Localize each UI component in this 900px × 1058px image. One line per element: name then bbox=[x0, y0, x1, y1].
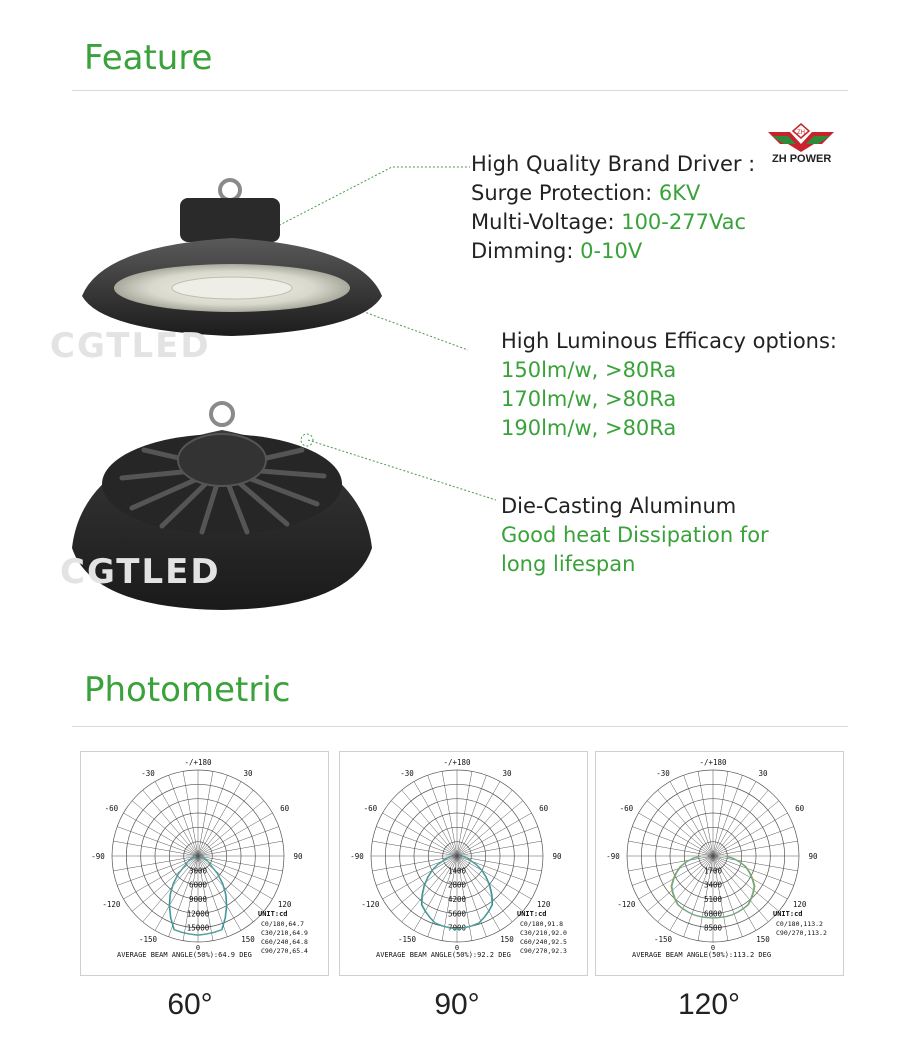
efficacy-heading: High Luminous Efficacy options: bbox=[501, 329, 838, 353]
polar-legend-entry: C60/240,92.5 bbox=[520, 938, 567, 946]
polar-legend-entry: C60/240,64.8 bbox=[261, 938, 308, 946]
beam-angle-label-60: 60° bbox=[167, 988, 213, 1021]
polar-ring-label: 12000 bbox=[186, 909, 210, 919]
dimming-row bbox=[471, 237, 755, 266]
polar-angle-label: 120 bbox=[792, 900, 807, 909]
polar-angle-label: -90 bbox=[606, 852, 620, 861]
polar-ring-label: 15000 bbox=[186, 923, 210, 933]
voltage-label: Multi-Voltage: bbox=[471, 210, 622, 234]
polar-angle-label: 60 bbox=[280, 804, 290, 813]
polar-ring-label: 6800 bbox=[703, 909, 723, 919]
housing-feature-block bbox=[501, 492, 769, 579]
efficacy-option: 170lm/w, >80Ra bbox=[501, 387, 677, 411]
polar-ring-label: 8500 bbox=[703, 923, 723, 933]
polar-legend-entry: C90/270,113.2 bbox=[776, 929, 827, 937]
driver-heading: High Quality Brand Driver : bbox=[471, 152, 756, 176]
photometric-title: Photometric bbox=[84, 670, 291, 710]
polar-angle-label: -120 bbox=[617, 900, 636, 909]
feature-title: Feature bbox=[84, 38, 213, 78]
polar-angle-label: 90 bbox=[808, 852, 818, 861]
polar-angle-label: -150 bbox=[397, 935, 417, 945]
logo-mark: ZH bbox=[797, 130, 805, 136]
photometric-divider bbox=[72, 726, 848, 727]
polar-ring-label: 3400 bbox=[703, 880, 723, 890]
polar-angle-label: 60 bbox=[795, 804, 805, 813]
polar-legend-entry: C0/180,91.8 bbox=[520, 920, 564, 928]
polar-ring-label: 5100 bbox=[703, 895, 723, 904]
polar-angle-label: -90 bbox=[91, 852, 105, 861]
polar-footer: AVERAGE BEAM ANGLE(50%):92.2 DEG bbox=[376, 951, 511, 959]
polar-angle-label: -120 bbox=[361, 900, 380, 909]
polar-angle-label: 150 bbox=[500, 935, 514, 945]
polar-footer: AVERAGE BEAM ANGLE(50%):64.9 DEG bbox=[117, 951, 252, 959]
voltage-value: 100-277Vac bbox=[621, 210, 747, 234]
dimming-label: Dimming: bbox=[471, 239, 581, 263]
polar-angle-label: -150 bbox=[138, 935, 158, 945]
polar-legend-entry: C90/270,65.4 bbox=[261, 947, 308, 955]
surge-label: Surge Protection: bbox=[471, 181, 659, 205]
polar-zero-label: 0 bbox=[454, 944, 460, 952]
polar-top-label: -/+180 bbox=[184, 758, 212, 767]
polar-angle-label: 90 bbox=[552, 852, 562, 861]
polar-chart-120 bbox=[595, 751, 844, 976]
polar-legend-entry: C90/270,92.3 bbox=[520, 947, 567, 955]
watermark-bottom: CGTLED bbox=[60, 552, 221, 592]
housing-line: Good heat Dissipation for bbox=[501, 523, 769, 547]
polar-top-label: -/+180 bbox=[443, 758, 471, 767]
housing-line: long lifespan bbox=[501, 552, 636, 576]
surge-row bbox=[471, 179, 755, 208]
polar-angle-label: 120 bbox=[536, 900, 551, 909]
polar-angle-label: 30 bbox=[243, 768, 253, 778]
polar-ring-label: 5600 bbox=[447, 909, 467, 919]
polar-ring-label: 1400 bbox=[447, 866, 467, 876]
polar-angle-label: 150 bbox=[241, 935, 255, 945]
polar-legend-entry: C0/180,113.2 bbox=[776, 920, 823, 928]
polar-unit-label: UNIT:cd bbox=[258, 910, 288, 918]
polar-angle-label: -30 bbox=[400, 768, 414, 778]
logo-text: ZH POWER bbox=[772, 153, 832, 165]
polar-legend-entry: C0/180,64.7 bbox=[261, 920, 305, 928]
polar-angle-label: -60 bbox=[363, 804, 378, 813]
beam-angle-label-90: 90° bbox=[434, 988, 480, 1021]
voltage-row bbox=[471, 208, 755, 237]
polar-angle-label: -60 bbox=[104, 804, 119, 813]
polar-ring-label: 6000 bbox=[188, 880, 208, 890]
polar-ring-label: 2800 bbox=[447, 880, 467, 890]
housing-heading: Die-Casting Aluminum bbox=[501, 494, 737, 518]
polar-legend-entry: C30/210,64.9 bbox=[261, 929, 308, 937]
polar-angle-label: -90 bbox=[350, 852, 364, 861]
efficacy-option: 190lm/w, >80Ra bbox=[501, 416, 677, 440]
polar-legend-entry: C30/210,92.0 bbox=[520, 929, 567, 937]
dimming-value: 0-10V bbox=[580, 239, 643, 263]
driver-feature-block bbox=[471, 150, 755, 266]
polar-angle-label: 30 bbox=[502, 768, 512, 778]
polar-angle-label: 150 bbox=[756, 935, 770, 945]
polar-angle-label: -150 bbox=[653, 935, 673, 945]
beam-angle-label-120: 120° bbox=[677, 988, 741, 1021]
polar-angle-label: -60 bbox=[619, 804, 634, 813]
polar-ring-label: 4200 bbox=[447, 895, 467, 904]
polar-unit-label: UNIT:cd bbox=[517, 910, 547, 918]
polar-footer: AVERAGE BEAM ANGLE(50%):113.2 DEG bbox=[632, 951, 772, 959]
polar-ring-label: 9000 bbox=[188, 895, 208, 904]
polar-ring-label: 7000 bbox=[447, 923, 467, 933]
polar-ring-label: 1700 bbox=[703, 866, 723, 876]
surge-value: 6KV bbox=[658, 181, 701, 205]
polar-angle-label: -120 bbox=[102, 900, 121, 909]
polar-zero-label: 0 bbox=[195, 944, 201, 952]
watermark-top: CGTLED bbox=[50, 326, 211, 366]
polar-ring-label: 3000 bbox=[188, 866, 208, 876]
polar-zero-label: 0 bbox=[710, 944, 716, 952]
polar-angle-label: 30 bbox=[758, 768, 768, 778]
efficacy-feature-block bbox=[501, 327, 837, 443]
polar-chart-60 bbox=[80, 751, 329, 976]
polar-top-label: -/+180 bbox=[699, 758, 727, 767]
zh-power-logo-icon bbox=[766, 122, 836, 154]
polar-angle-label: 90 bbox=[293, 852, 303, 861]
polar-angle-label: -30 bbox=[656, 768, 670, 778]
polar-chart-90 bbox=[339, 751, 588, 976]
efficacy-option: 150lm/w, >80Ra bbox=[501, 358, 677, 382]
polar-angle-label: 120 bbox=[277, 900, 292, 909]
polar-angle-label: -30 bbox=[141, 768, 155, 778]
polar-unit-label: UNIT:cd bbox=[773, 910, 803, 918]
polar-angle-label: 60 bbox=[539, 804, 549, 813]
